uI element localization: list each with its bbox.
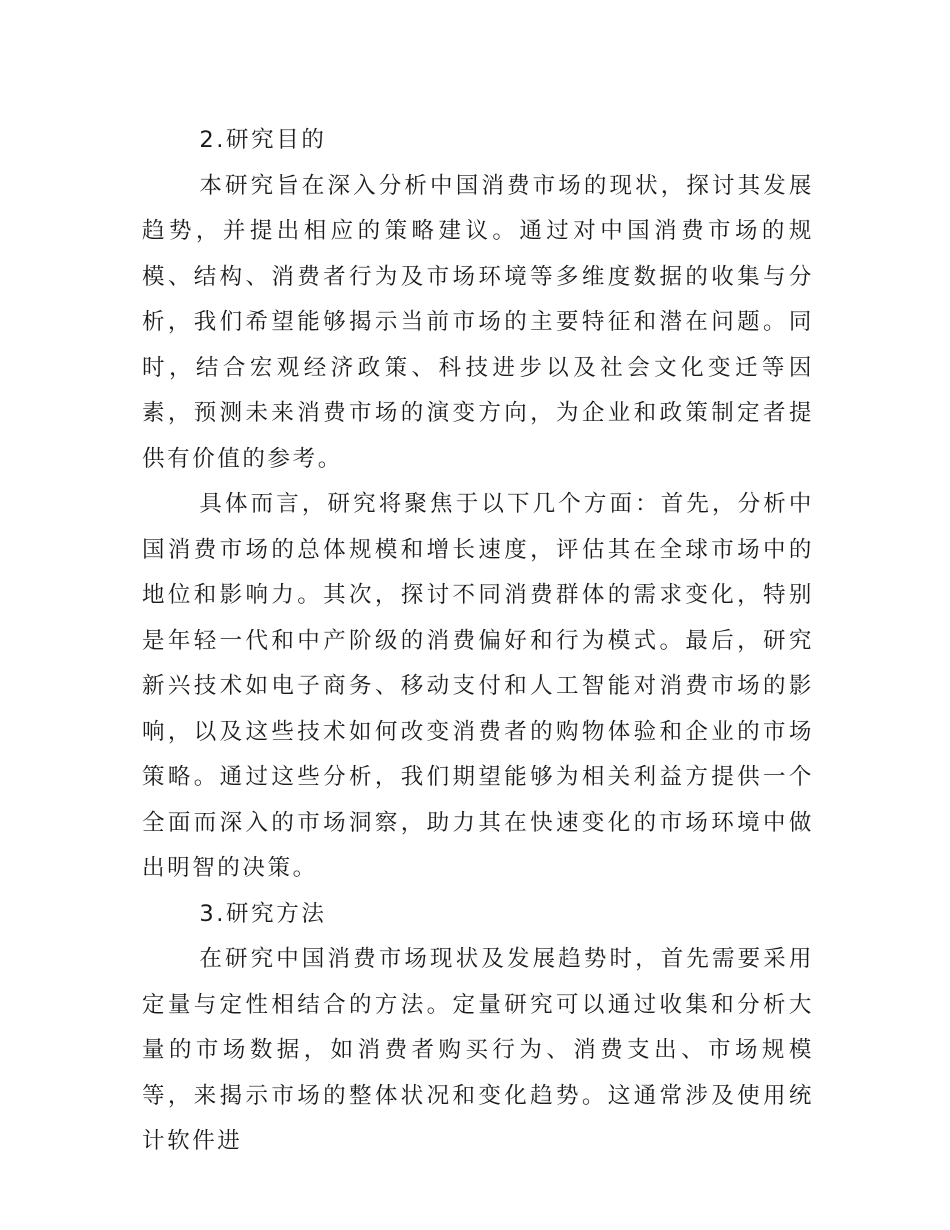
- document-body: [142, 118, 814, 1165]
- paragraph-research-purpose-intro: 本研究旨在深入分析中国消费市场的现状，探讨其发展趋势，并提出相应的策略建议。通过对中国消费市场的规模、结构、消费者行为及市场环境等多维度数据的收集与分析，我们希望能够揭示当前市场的主要特征和潜在问题。同时，结合宏观经济政策、科技进步以及社会文化变迁等因素，预测未来消费市场的演变方向，为企业和政策制定者提供有价值的参考。: [142, 172, 814, 472]
- section-heading-research-methods: 3.研究方法: [199, 900, 327, 927]
- section-heading-research-purpose: 2.研究目的: [199, 127, 327, 153]
- paragraph-research-focus: 具体而言，研究将聚焦于以下几个方面：首先，分析中国消费市场的总体规模和增长速度，评估其在全球市场中的地位和影响力。其次，探讨不同消费群体的需求变化，特别是年轻一代和中产阶级的消费偏好和行为模式。最后，研究新兴技术如电子商务、移动支付和人工智能对消费市场的影响，以及这些技术如何改变消费者的购物体验和企业的市场策略。通过这些分析，我们期望能够为相关利益方提供一个全面而深入的市场洞察，助力其在快速变化的市场环境中做出明智的决策。: [142, 491, 814, 881]
- paragraph-research-methods: 在研究中国消费市场现状及发展趋势时，首先需要采用定量与定性相结合的方法。定量研究可以通过收集和分析大量的市场数据，如消费者购买行为、消费支出、市场规模等，来揭示市场的整体状况和变化趋势。这通常涉及使用统计软件进: [142, 946, 814, 1154]
